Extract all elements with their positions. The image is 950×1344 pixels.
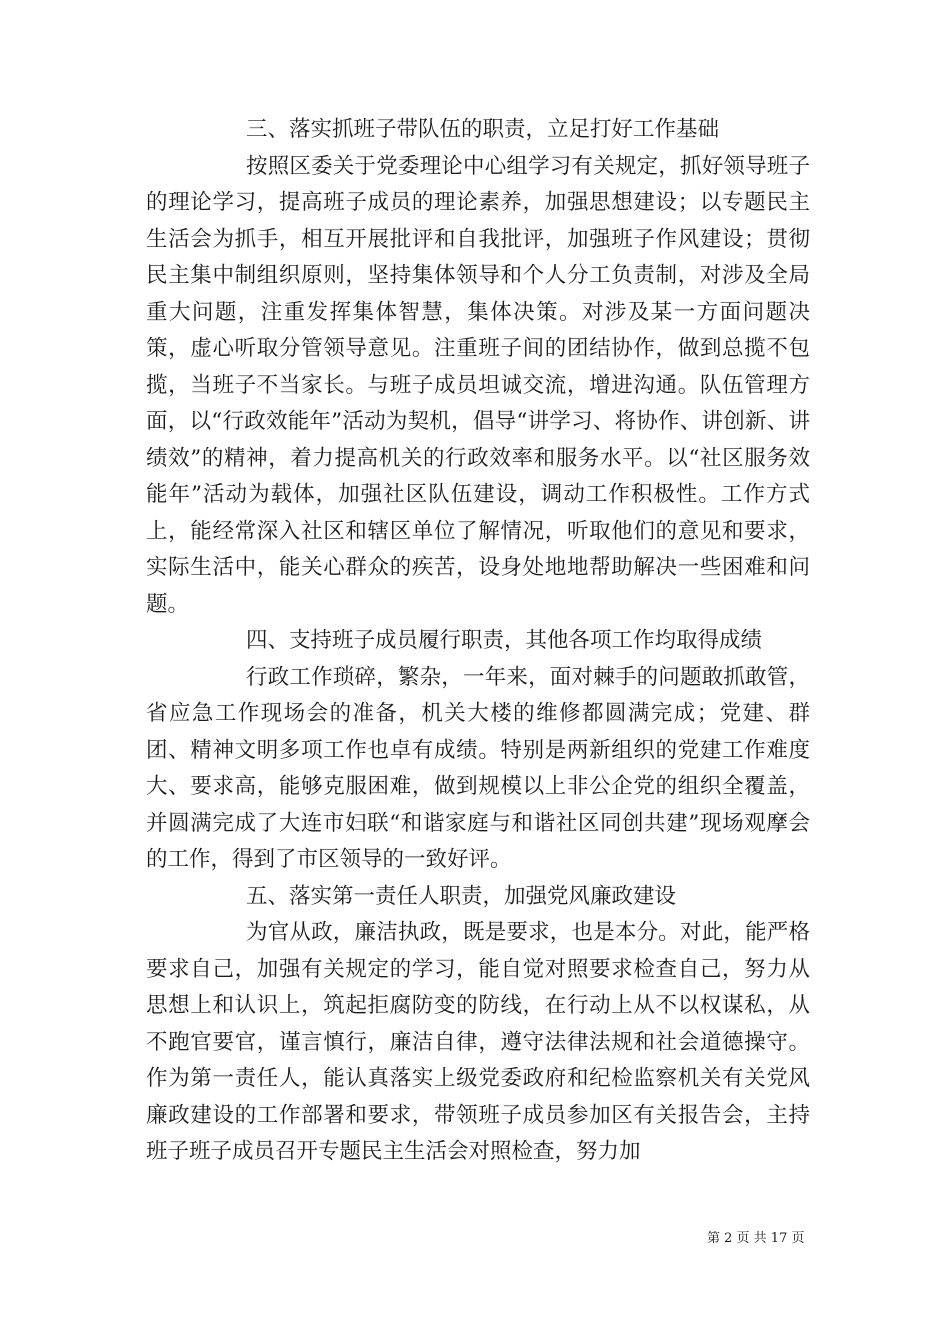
document-page <box>146 112 810 1212</box>
section-5-heading: 五、落实第一责任人职责，加强党风廉政建设 <box>246 883 677 909</box>
section-3-heading: 三、落实抓班子带队伍的职责，立足打好工作基础 <box>246 117 720 142</box>
section-4-body: 行政工作琐碎，繁杂，一年来，面对棘手的问题敢抓敢管，省应急工作现场会的准备，机关大楼的维修都圆满完成；党建、群团、精神文明多项工作也卓有成绩。特别是两新组织的党建工作难度大、要求高，能够克服困难，做到规模以上非公企党的组织全覆盖，并圆满完成了大连市妇联“和谐家庭与和谐社区同创共建”现场观摩会的工作，得到了市区领导的一致好评。 <box>146 664 810 872</box>
section-5-body: 为官从政，廉洁执政，既是要求，也是本分。对此，能严格要求自己，加强有关规定的学习，能自觉对照要求检查自己，努力从思想上和认识上，筑起拒腐防变的防线，在行动上从不以权谋私，从不跑官要官，谨言慎行，廉洁自律，遵守法律法规和社会道德操守。作为第一责任人，能认真落实上级党委政府和纪检监察机关有关党风廉政建设的工作部署和要求，带领班子成员参加区有关报告会，主持班子班子成员召开专题民主生活会对照检查，努力加 <box>146 920 810 1164</box>
section-4-heading: 四、支持班子成员履行职责，其他各项工作均取得成绩 <box>246 628 763 653</box>
page-number-footer: 第 2 页 共 17 页 <box>707 1231 805 1246</box>
section-3-body: 按照区委关于党委理论中心组学习有关规定，抓好领导班子的理论学习，提高班子成员的理论素养，加强思想建设；以专题民主生活会为抓手，相互开展批评和自我批评，加强班子作风建设；贯彻民主集中制组织原则，坚持集体领导和个人分工负责制，对涉及全局重大问题，注重发挥集体智慧，集体决策。对涉及某一方面问题决策，虚心听取分管领导意见。注重班子间的团结协作，做到总揽不包揽，当班子不当家长。与班子成员坦诚交流，增进沟通。队伍管理方面，以“行政效能年”活动为契机，倡导“讲学习、将协作、讲创新、讲绩效”的精神，着力提高机关的行政效率和服务水平。以“社区服务效能年”活动为载体，加强社区队伍建设，调动工作积极性。工作方式上，能经常深入社区和辖区单位了解情况，听取他们的意见和要求，实际生活中，能关心群众的疾苦，设身处地地帮助解决一些困难和问题。 <box>146 153 810 617</box>
